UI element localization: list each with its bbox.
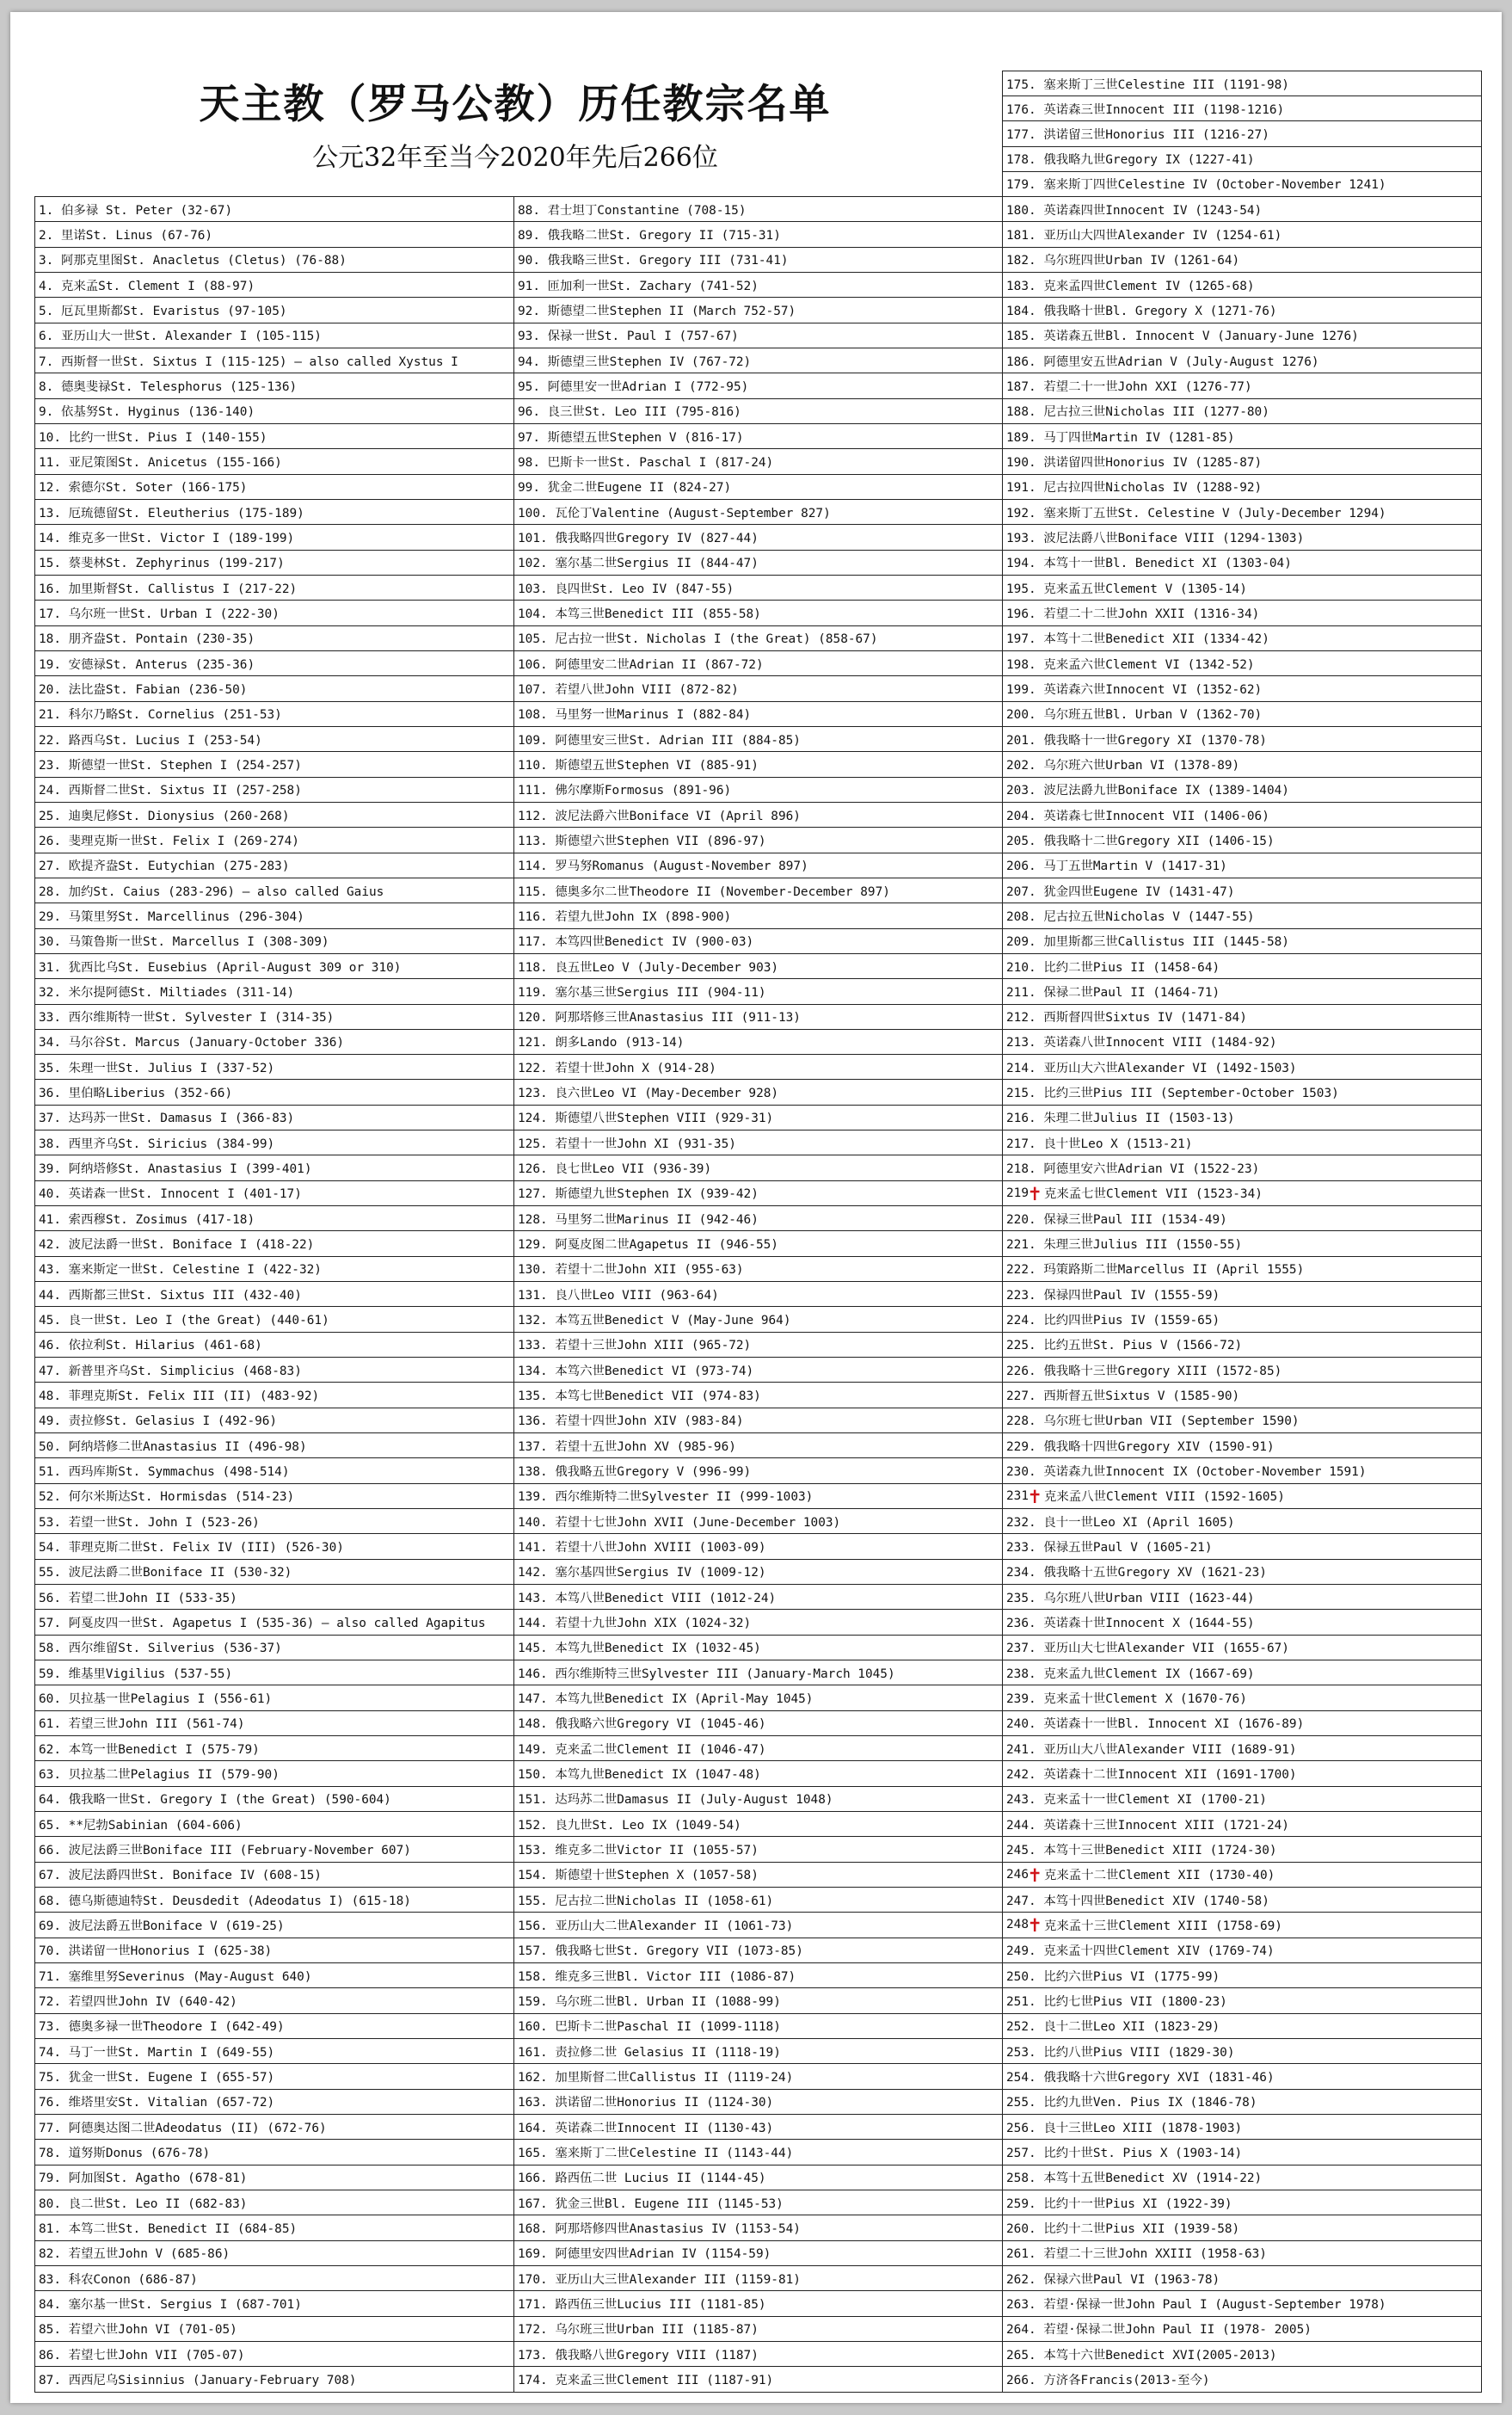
pope-entry: 99. 犹金二世Eugene II (824-27) (514, 475, 1002, 500)
pope-entry: 62. 本笃一世Benedict I (575-79) (35, 1736, 513, 1761)
pope-entry: 55. 波尼法爵二世Boniface II (530-32) (35, 1560, 513, 1585)
pope-entry: 49. 责拉修St. Gelasius I (492-96) (35, 1408, 513, 1433)
pope-entry: 107. 若望八世John VIII (872-82) (514, 676, 1002, 701)
pope-entry: 6. 亚历山大一世St. Alexander I (105-115) (35, 323, 513, 348)
pope-entry: 218. 阿德里安六世Adrian VI (1522-23) (1003, 1155, 1481, 1180)
pope-entry: 84. 塞尔基一世St. Sergius I (687-701) (35, 2291, 513, 2316)
pope-entry: 164. 英诺森二世Innocent II (1130-43) (514, 2115, 1002, 2140)
pope-entry: 260. 比约十二世Pius XII (1939-58) (1003, 2215, 1481, 2240)
pope-entry: 141. 若望十八世John XVIII (1003-09) (514, 1534, 1002, 1559)
pope-entry: 163. 洪诺留二世Honorius II (1124-30) (514, 2090, 1002, 2115)
red-cross-icon: ✝ (1029, 1913, 1042, 1938)
pope-entry: 207. 犹金四世Eugene IV (1431-47) (1003, 878, 1481, 903)
pope-entry: 111. 佛尔摩斯Formosus (891-96) (514, 778, 1002, 803)
pope-entry: 139. 西尔维斯特二世Sylvester II (999-1003) (514, 1484, 1002, 1509)
pope-entry: 243. 克来孟十一世Clement XI (1700-21) (1003, 1787, 1481, 1812)
pope-entry: 127. 斯德望九世Stephen IX (939-42) (514, 1181, 1002, 1206)
pope-entry: 3. 阿那克里图St. Anacletus (Cletus) (76-88) (35, 248, 513, 273)
pope-entry: 155. 尼古拉二世Nicholas II (1058-61) (514, 1888, 1002, 1913)
pope-entry: 19. 安德禄St. Anterus (235-36) (35, 651, 513, 676)
pope-entry: 258. 本笃十五世Benedict XV (1914-22) (1003, 2165, 1481, 2190)
pope-entry: 182. 乌尔班四世Urban IV (1261-64) (1003, 248, 1481, 273)
pope-entry: 232. 良十一世Leo XI (April 1605) (1003, 1509, 1481, 1534)
pope-entry: 223. 保禄四世Paul IV (1555-59) (1003, 1282, 1481, 1307)
pope-entry: 247. 本笃十四世Benedict XIV (1740-58) (1003, 1888, 1481, 1913)
pope-entry: 136. 若望十四世John XIV (983-84) (514, 1408, 1002, 1433)
pope-entry: 48. 菲理克斯St. Felix III (II) (483-92) (35, 1383, 513, 1408)
pope-entry: 205. 俄我略十二世Gregory XII (1406-15) (1003, 828, 1481, 853)
pope-entry: 259. 比约十一世Pius XI (1922-39) (1003, 2190, 1481, 2215)
document-title: 天主教（罗马公教）历任教宗名单 (199, 81, 832, 128)
pope-entry: 206. 马丁五世Martin V (1417-31) (1003, 853, 1481, 878)
entry-text: 克来孟七世Clement VII (1523-34) (1044, 1187, 1263, 1202)
pope-entry: 131. 良八世Leo VIII (963-64) (514, 1282, 1002, 1307)
title-block (34, 67, 996, 193)
pope-entry: 170. 亚历山大三世Alexander III (1159-81) (514, 2266, 1002, 2291)
pope-entry: 160. 巴斯卡二世Paschal II (1099-1118) (514, 2014, 1002, 2039)
red-cross-icon: ✝ (1029, 1483, 1042, 1508)
pope-entry: 93. 保禄一世St. Paul I (757-67) (514, 323, 1002, 348)
pope-list-table (34, 196, 1427, 2393)
pope-entry: 122. 若望十世John X (914-28) (514, 1055, 1002, 1080)
pope-entry: 265. 本笃十六世Benedict XVI(2005-2013) (1003, 2342, 1481, 2367)
pope-entry: 186. 阿德里安五世Adrian V (July-August 1276) (1003, 348, 1481, 373)
pope-entry: 204. 英诺森七世Innocent VII (1406-06) (1003, 803, 1481, 828)
pope-entry: 1. 伯多禄 St. Peter (32-67) (35, 197, 513, 222)
pope-entry: 195. 克来孟五世Clement V (1305-14) (1003, 576, 1481, 601)
pope-entry: 168. 阿那塔修四世Anastasius IV (1153-54) (514, 2215, 1002, 2240)
red-cross-icon: ✝ (1029, 1180, 1042, 1205)
pope-entry: 250. 比约六世Pius VI (1775-99) (1003, 1963, 1481, 1988)
entry-text: 克来孟十二世Clement XII (1730-40) (1044, 1869, 1275, 1883)
pope-entry: 224. 比约四世Pius IV (1559-65) (1003, 1307, 1481, 1332)
pope-entry: 209. 加里斯都三世Callistus III (1445-58) (1003, 929, 1481, 954)
pope-entry: 225. 比约五世St. Pius V (1566-72) (1003, 1333, 1481, 1358)
pope-entry: 150. 本笃九世Benedict IX (1047-48) (514, 1761, 1002, 1786)
entry-number: 219 (1006, 1186, 1029, 1200)
pope-entry: 24. 西斯督二世St. Sixtus II (257-258) (35, 778, 513, 803)
pope-entry: 42. 波尼法爵一世St. Boniface I (418-22) (35, 1231, 513, 1256)
pope-entry: 98. 巴斯卡一世St. Paschal I (817-24) (514, 449, 1002, 474)
pope-entry: 249. 克来孟十四世Clement XIV (1769-74) (1003, 1938, 1481, 1963)
pope-entry: 146. 西尔维斯特三世Sylvester III (January-March 1045) (514, 1660, 1002, 1685)
pope-entry: 53. 若望一世St. John I (523-26) (35, 1509, 513, 1534)
pope-entry: 31. 犹西比乌St. Eusebius (April-August 309 or 310) (35, 954, 513, 979)
pope-entry: 152. 良九世St. Leo IX (1049-54) (514, 1812, 1002, 1837)
pope-entry: 112. 波尼法爵六世Boniface VI (April 896) (514, 803, 1002, 828)
pope-entry: 254. 俄我略十六世Gregory XVI (1831-46) (1003, 2064, 1481, 2089)
pope-entry: 202. 乌尔班六世Urban VI (1378-89) (1003, 752, 1481, 777)
pope-entry: 196. 若望二十二世John XXII (1316-34) (1003, 601, 1481, 625)
pope-entry: 192. 塞来斯丁五世St. Celestine V (July-December 1294) (1003, 500, 1481, 525)
entry-text: 克来孟八世Clement VIII (1592-1605) (1044, 1490, 1285, 1505)
pope-entry: 101. 俄我略四世Gregory IV (827-44) (514, 525, 1002, 550)
pope-entry: 189. 马丁四世Martin IV (1281-85) (1003, 424, 1481, 449)
pope-entry: 87. 西西尼乌Sisinnius (January-February 708) (35, 2367, 513, 2392)
pope-entry: 238. 克来孟九世Clement IX (1667-69) (1003, 1660, 1481, 1685)
pope-entry: 191. 尼古拉四世Nicholas IV (1288-92) (1003, 475, 1481, 500)
pope-entry: 188. 尼古拉三世Nicholas III (1277-80) (1003, 399, 1481, 424)
pope-entry: 44. 西斯都三世St. Sixtus III (432-40) (35, 1282, 513, 1307)
pope-entry: 103. 良四世St. Leo IV (847-55) (514, 576, 1002, 601)
pope-entry: 181. 亚历山大四世Alexander IV (1254-61) (1003, 222, 1481, 247)
pope-entry: 130. 若望十二世John XII (955-63) (514, 1257, 1002, 1282)
pope-entry: 32. 米尔提阿德St. Miltiades (311-14) (35, 979, 513, 1004)
pope-entry: 83. 科农Conon (686-87) (35, 2266, 513, 2291)
pope-entry: 61. 若望三世John III (561-74) (35, 1711, 513, 1736)
pope-entry: 156. 亚历山大二世Alexander II (1061-73) (514, 1913, 1002, 1938)
pope-entry: 106. 阿德里安二世Adrian II (867-72) (514, 651, 1002, 676)
pope-entry: 60. 贝拉基一世Pelagius I (556-61) (35, 1685, 513, 1710)
pope-entry: 28. 加约St. Caius (283-296) — also called Gaius (35, 878, 513, 903)
pope-entry: 82. 若望五世John V (685-86) (35, 2241, 513, 2266)
pope-entry: 172. 乌尔班三世Urban III (1185-87) (514, 2317, 1002, 2342)
pope-entry: 229. 俄我略十四世Gregory XIV (1590-91) (1003, 1433, 1481, 1458)
document-subtitle: 公元32年至当今2020年先后266位 (312, 143, 718, 173)
pope-entry: 234. 俄我略十五世Gregory XV (1621-23) (1003, 1560, 1481, 1585)
pope-entry: 235. 乌尔班八世Urban VIII (1623-44) (1003, 1585, 1481, 1610)
pope-entry: 10. 比约一世St. Pius I (140-155) (35, 424, 513, 449)
pope-entry: 46. 依拉利St. Hilarius (461-68) (35, 1333, 513, 1358)
pope-entry: 154. 斯德望十世Stephen X (1057-58) (514, 1863, 1002, 1888)
pope-entry: 211. 保禄二世Paul II (1464-71) (1003, 979, 1481, 1004)
pope-entry: 80. 良二世St. Leo II (682-83) (35, 2190, 513, 2215)
pope-entry: 201. 俄我略十一世Gregory XI (1370-78) (1003, 727, 1481, 752)
pope-entry: 149. 克来孟二世Clement II (1046-47) (514, 1736, 1002, 1761)
pope-entry: 123. 良六世Leo VI (May-December 928) (514, 1080, 1002, 1105)
pope-entry: 79. 阿加图St. Agatho (678-81) (35, 2165, 513, 2190)
pope-entry: 33. 西尔维斯特一世St. Sylvester I (314-35) (35, 1005, 513, 1030)
pope-entry: 34. 马尔谷St. Marcus (January-October 336) (35, 1030, 513, 1055)
pope-entry: 125. 若望十一世John XI (931-35) (514, 1130, 1002, 1155)
pope-entry: 58. 西尔维留St. Silverius (536-37) (35, 1636, 513, 1660)
pope-entry: 81. 本笃二世St. Benedict II (684-85) (35, 2215, 513, 2240)
pope-entry: 77. 阿德奥达图二世Adeodatus (II) (672-76) (35, 2115, 513, 2140)
pope-entry: 216. 朱理二世Julius II (1503-13) (1003, 1106, 1481, 1130)
pope-entry: 95. 阿德里安一世Adrian I (772-95) (514, 373, 1002, 398)
pope-entry: 97. 斯德望五世Stephen V (816-17) (514, 424, 1002, 449)
pope-entry: 43. 塞来斯定一世St. Celestine I (422-32) (35, 1257, 513, 1282)
pope-entry: 212. 西斯督四世Sixtus IV (1471-84) (1003, 1005, 1481, 1030)
list-column (1003, 71, 1482, 197)
pope-entry: 120. 阿那塔修三世Anastasius III (911-13) (514, 1005, 1002, 1030)
pope-entry (1003, 1863, 1481, 1888)
pope-entry: 264. 若望·保禄二世John Paul II (1978- 2005) (1003, 2317, 1481, 2342)
pope-entry: 266. 方济各Francis(2013-至今) (1003, 2367, 1481, 2392)
pope-entry: 162. 加里斯督二世Callistus II (1119-24) (514, 2064, 1002, 2089)
pope-entry: 215. 比约三世Pius III (September-October 1503) (1003, 1080, 1481, 1105)
pope-entry: 67. 波尼法爵四世St. Boniface IV (608-15) (35, 1863, 513, 1888)
pope-entry: 41. 索西穆St. Zosimus (417-18) (35, 1206, 513, 1231)
pope-entry: 113. 斯德望六世Stephen VII (896-97) (514, 828, 1002, 853)
pope-entry: 171. 路西伍三世Lucius III (1181-85) (514, 2291, 1002, 2316)
pope-entry: 114. 罗马努Romanus (August-November 897) (514, 853, 1002, 878)
pope-entry: 233. 保禄五世Paul V (1605-21) (1003, 1534, 1481, 1559)
pope-entry: 198. 克来孟六世Clement VI (1342-52) (1003, 651, 1481, 676)
pope-entry: 51. 西玛库斯St. Symmachus (498-514) (35, 1458, 513, 1483)
entry-text: 克来孟十三世Clement XIII (1758-69) (1044, 1919, 1282, 1933)
pope-entry: 91. 匝加利一世St. Zachary (741-52) (514, 273, 1002, 298)
pope-entry: 245. 本笃十三世Benedict XIII (1724-30) (1003, 1837, 1481, 1862)
pope-entry: 18. 朋齐盎St. Pontain (230-35) (35, 626, 513, 651)
pope-entry: 178. 俄我略九世Gregory IX (1227-41) (1003, 147, 1481, 172)
pope-entry: 241. 亚历山大八世Alexander VIII (1689-91) (1003, 1736, 1481, 1761)
pope-entry: 256. 良十三世Leo XIII (1878-1903) (1003, 2115, 1481, 2140)
pope-entry: 104. 本笃三世Benedict III (855-58) (514, 601, 1002, 625)
pope-entry: 236. 英诺森十世Innocent X (1644-55) (1003, 1610, 1481, 1635)
pope-entry: 64. 俄我略一世St. Gregory I (the Great) (590-604) (35, 1787, 513, 1812)
pope-entry: 54. 菲理克斯二世St. Felix IV (III) (526-30) (35, 1534, 513, 1559)
pope-entry: 13. 厄琉德留St. Eleutherius (175-189) (35, 500, 513, 525)
pope-entry: 5. 厄瓦里斯都St. Evaristus (97-105) (35, 298, 513, 323)
pope-entry: 261. 若望二十三世John XXIII (1958-63) (1003, 2241, 1481, 2266)
pope-entry: 137. 若望十五世John XV (985-96) (514, 1433, 1002, 1458)
pope-entry: 89. 俄我略二世St. Gregory II (715-31) (514, 222, 1002, 247)
pope-entry: 167. 犹金三世Bl. Eugene III (1145-53) (514, 2190, 1002, 2215)
pope-entry: 59. 维基里Vigilius (537-55) (35, 1660, 513, 1685)
pope-entry: 174. 克来孟三世Clement III (1187-91) (514, 2367, 1002, 2392)
pope-entry: 226. 俄我略十三世Gregory XIII (1572-85) (1003, 1358, 1481, 1383)
pope-entry: 230. 英诺森九世Innocent IX (October-November 1591) (1003, 1458, 1481, 1483)
pope-entry: 158. 维克多三世Bl. Victor III (1086-87) (514, 1963, 1002, 1988)
pope-entry: 242. 英诺森十二世Innocent XII (1691-1700) (1003, 1761, 1481, 1786)
pope-entry: 190. 洪诺留四世Honorius IV (1285-87) (1003, 449, 1481, 474)
pope-entry: 56. 若望二世John II (533-35) (35, 1585, 513, 1610)
pope-entry: 214. 亚历山大六世Alexander VI (1492-1503) (1003, 1055, 1481, 1080)
pope-entry: 52. 何尔米斯达St. Hormisdas (514-23) (35, 1484, 513, 1509)
pope-entry: 75. 犹金一世St. Eugene I (655-57) (35, 2064, 513, 2089)
pope-entry: 173. 俄我略八世Gregory VIII (1187) (514, 2342, 1002, 2367)
pope-entry: 187. 若望二十一世John XXI (1276-77) (1003, 373, 1481, 398)
pope-entry: 169. 阿德里安四世Adrian IV (1154-59) (514, 2241, 1002, 2266)
pope-entry (1003, 1913, 1481, 1938)
pope-entry: 161. 责拉修二世 Gelasius II (1118-19) (514, 2039, 1002, 2064)
pope-entry: 128. 马里努二世Marinus II (942-46) (514, 1206, 1002, 1231)
pope-entry: 29. 马策里努St. Marcellinus (296-304) (35, 903, 513, 928)
pope-entry: 66. 波尼法爵三世Boniface III (February-November 607) (35, 1837, 513, 1862)
pope-entry: 70. 洪诺留一世Honorius I (625-38) (35, 1938, 513, 1963)
pope-entry: 57. 阿戛皮四一世St. Agapetus I (535-36) — also called Agapitus (35, 1610, 513, 1635)
pope-entry: 185. 英诺森五世Bl. Innocent V (January-June 1276) (1003, 323, 1481, 348)
pope-entry: 65. **尼勃Sabinian (604-606) (35, 1812, 513, 1837)
pope-entry: 15. 蔡斐林St. Zephyrinus (199-217) (35, 551, 513, 576)
pope-entry: 16. 加里斯督St. Callistus I (217-22) (35, 576, 513, 601)
entry-number: 231 (1006, 1488, 1029, 1503)
pope-entry: 180. 英诺森四世Innocent IV (1243-54) (1003, 197, 1481, 222)
pope-entry: 76. 维塔里安St. Vitalian (657-72) (35, 2090, 513, 2115)
pope-entry: 132. 本笃五世Benedict V (May-June 964) (514, 1307, 1002, 1332)
pope-entry: 12. 索德尔St. Soter (166-175) (35, 475, 513, 500)
pope-entry: 227. 西斯督五世Sixtus V (1585-90) (1003, 1383, 1481, 1408)
pope-entry: 145. 本笃九世Benedict IX (1032-45) (514, 1636, 1002, 1660)
pope-entry: 69. 波尼法爵五世Boniface V (619-25) (35, 1913, 513, 1938)
list-column-1 (35, 197, 514, 2393)
pope-entry: 23. 斯德望一世St. Stephen I (254-257) (35, 752, 513, 777)
pope-entry: 159. 乌尔班二世Bl. Urban II (1088-99) (514, 1988, 1002, 2013)
document-page (10, 12, 1502, 2403)
pope-entry: 183. 克来孟四世Clement IV (1265-68) (1003, 273, 1481, 298)
pope-entry: 143. 本笃八世Benedict VIII (1012-24) (514, 1585, 1002, 1610)
pope-entry: 116. 若望九世John IX (898-900) (514, 903, 1002, 928)
pope-entry: 124. 斯德望八世Stephen VIII (929-31) (514, 1106, 1002, 1130)
pope-entry: 217. 良十世Leo X (1513-21) (1003, 1130, 1481, 1155)
pope-entry: 85. 若望六世John VI (701-05) (35, 2317, 513, 2342)
pope-entry: 72. 若望四世John IV (640-42) (35, 1988, 513, 2013)
pope-entry: 147. 本笃九世Benedict IX (April-May 1045) (514, 1685, 1002, 1710)
pope-entry: 240. 英诺森十一世Bl. Innocent XI (1676-89) (1003, 1711, 1481, 1736)
pope-entry: 119. 塞尔基三世Sergius III (904-11) (514, 979, 1002, 1004)
pope-entry: 90. 俄我略三世St. Gregory III (731-41) (514, 248, 1002, 273)
pope-entry: 179. 塞来斯丁四世Celestine IV (October-November 1241) (1003, 172, 1481, 197)
red-cross-icon: ✝ (1029, 1862, 1042, 1887)
pope-entry: 237. 亚历山大七世Alexander VII (1655-67) (1003, 1636, 1481, 1660)
pope-entry: 71. 塞维里努Severinus (May-August 640) (35, 1963, 513, 1988)
pope-entry: 2. 里诺St. Linus (67-76) (35, 222, 513, 247)
pope-entry: 39. 阿纳塔修St. Anastasius I (399-401) (35, 1155, 513, 1180)
pope-entry: 228. 乌尔班七世Urban VII (September 1590) (1003, 1408, 1481, 1433)
pope-entry: 9. 依基努St. Hyginus (136-140) (35, 399, 513, 424)
pope-entry: 263. 若望·保禄一世John Paul I (August-September 1978) (1003, 2291, 1481, 2316)
pope-entry: 63. 贝拉基二世Pelagius II (579-90) (35, 1761, 513, 1786)
pope-entry: 135. 本笃七世Benedict VII (974-83) (514, 1383, 1002, 1408)
pope-entry: 36. 里伯略Liberius (352-66) (35, 1080, 513, 1105)
pope-entry: 176. 英诺森三世Innocent III (1198-1216) (1003, 96, 1481, 121)
pope-entry: 142. 塞尔基四世Sergius IV (1009-12) (514, 1560, 1002, 1585)
pope-entry: 220. 保禄三世Paul III (1534-49) (1003, 1206, 1481, 1231)
pope-entry: 255. 比约九世Ven. Pius IX (1846-78) (1003, 2090, 1481, 2115)
pope-entry: 166. 路西伍二世 Lucius II (1144-45) (514, 2165, 1002, 2190)
pope-entry: 86. 若望七世John VII (705-07) (35, 2342, 513, 2367)
pope-entry: 109. 阿德里安三世St. Adrian III (884-85) (514, 727, 1002, 752)
pope-entry: 108. 马里努一世Marinus I (882-84) (514, 702, 1002, 727)
pope-entry: 200. 乌尔班五世Bl. Urban V (1362-70) (1003, 702, 1481, 727)
pope-entry: 68. 德乌斯德迪特St. Deusdedit (Adeodatus I) (615-18) (35, 1888, 513, 1913)
list-column-2 (514, 197, 1003, 2393)
pope-entry (1003, 1484, 1481, 1509)
pope-entry: 121. 朗多Lando (913-14) (514, 1030, 1002, 1055)
list-column-3-top (1002, 71, 1482, 197)
pope-entry: 14. 维克多一世St. Victor I (189-199) (35, 525, 513, 550)
pope-entry: 110. 斯德望五世Stephen VI (885-91) (514, 752, 1002, 777)
pope-entry: 244. 英诺森十三世Innocent XIII (1721-24) (1003, 1812, 1481, 1837)
pope-entry: 25. 迪奥尼修St. Dionysius (260-268) (35, 803, 513, 828)
pope-entry: 257. 比约十世St. Pius X (1903-14) (1003, 2140, 1481, 2165)
pope-entry: 138. 俄我略五世Gregory V (996-99) (514, 1458, 1002, 1483)
pope-entry: 252. 良十二世Leo XII (1823-29) (1003, 2014, 1481, 2039)
pope-entry: 148. 俄我略六世Gregory VI (1045-46) (514, 1711, 1002, 1736)
pope-entry: 8. 德奥斐禄St. Telesphorus (125-136) (35, 373, 513, 398)
pope-entry: 92. 斯德望二世Stephen II (March 752-57) (514, 298, 1002, 323)
pope-entry: 50. 阿纳塔修二世Anastasius II (496-98) (35, 1433, 513, 1458)
pope-entry: 126. 良七世Leo VII (936-39) (514, 1155, 1002, 1180)
pope-entry: 21. 科尔乃略St. Cornelius (251-53) (35, 702, 513, 727)
pope-entry: 78. 道努斯Donus (676-78) (35, 2140, 513, 2165)
pope-entry: 47. 新普里齐乌St. Simplicius (468-83) (35, 1358, 513, 1383)
pope-entry: 45. 良一世St. Leo I (the Great) (440-61) (35, 1307, 513, 1332)
pope-entry: 94. 斯德望三世Stephen IV (767-72) (514, 348, 1002, 373)
pope-entry: 165. 塞来斯丁二世Celestine II (1143-44) (514, 2140, 1002, 2165)
pope-entry: 22. 路西乌St. Lucius I (253-54) (35, 727, 513, 752)
pope-entry: 177. 洪诺留三世Honorius III (1216-27) (1003, 121, 1481, 146)
pope-entry: 134. 本笃六世Benedict VI (973-74) (514, 1358, 1002, 1383)
pope-entry: 210. 比约二世Pius II (1458-64) (1003, 954, 1481, 979)
pope-entry: 239. 克来孟十世Clement X (1670-76) (1003, 1685, 1481, 1710)
pope-entry: 37. 达玛苏一世St. Damasus I (366-83) (35, 1106, 513, 1130)
pope-entry: 208. 尼古拉五世Nicholas V (1447-55) (1003, 903, 1481, 928)
pope-entry (1003, 1181, 1481, 1206)
pope-entry: 213. 英诺森八世Innocent VIII (1484-92) (1003, 1030, 1481, 1055)
pope-entry: 73. 德奥多禄一世Theodore I (642-49) (35, 2014, 513, 2039)
list-column-3 (1003, 197, 1482, 2393)
pope-entry: 157. 俄我略七世St. Gregory VII (1073-85) (514, 1938, 1002, 1963)
pope-entry: 197. 本笃十二世Benedict XII (1334-42) (1003, 626, 1481, 651)
entry-number: 246 (1006, 1867, 1029, 1882)
pope-entry: 175. 塞来斯丁三世Celestine III (1191-98) (1003, 71, 1481, 96)
pope-entry: 4. 克来孟St. Clement I (88-97) (35, 273, 513, 298)
pope-entry: 102. 塞尔基二世Sergius II (844-47) (514, 551, 1002, 576)
pope-entry: 251. 比约七世Pius VII (1800-23) (1003, 1988, 1481, 2013)
pope-entry: 221. 朱理三世Julius III (1550-55) (1003, 1231, 1481, 1256)
pope-entry: 117. 本笃四世Benedict IV (900-03) (514, 929, 1002, 954)
pope-entry: 30. 马策鲁斯一世St. Marcellus I (308-309) (35, 929, 513, 954)
pope-entry: 115. 德奥多尔二世Theodore II (November-December 897) (514, 878, 1002, 903)
pope-entry: 203. 波尼法爵九世Boniface IX (1389-1404) (1003, 778, 1481, 803)
pope-entry: 35. 朱理一世St. Julius I (337-52) (35, 1055, 513, 1080)
pope-entry: 133. 若望十三世John XIII (965-72) (514, 1333, 1002, 1358)
pope-entry: 26. 斐理克斯一世St. Felix I (269-274) (35, 828, 513, 853)
pope-entry: 129. 阿戛皮图二世Agapetus II (946-55) (514, 1231, 1002, 1256)
pope-entry: 118. 良五世Leo V (July-December 903) (514, 954, 1002, 979)
pope-entry: 262. 保禄六世Paul VI (1963-78) (1003, 2266, 1481, 2291)
pope-entry: 253. 比约八世Pius VIII (1829-30) (1003, 2039, 1481, 2064)
pope-entry: 88. 君士坦丁Constantine (708-15) (514, 197, 1002, 222)
pope-entry: 11. 亚尼策图St. Anicetus (155-166) (35, 449, 513, 474)
pope-entry: 20. 法比盎St. Fabian (236-50) (35, 676, 513, 701)
pope-entry: 144. 若望十九世John XIX (1024-32) (514, 1610, 1002, 1635)
pope-entry: 17. 乌尔班一世St. Urban I (222-30) (35, 601, 513, 625)
entry-number: 248 (1006, 1918, 1029, 1932)
pope-entry: 96. 良三世St. Leo III (795-816) (514, 399, 1002, 424)
pope-entry: 151. 达玛苏二世Damasus II (July-August 1048) (514, 1787, 1002, 1812)
pope-entry: 74. 马丁一世St. Martin I (649-55) (35, 2039, 513, 2064)
pope-entry: 194. 本笃十一世Bl. Benedict XI (1303-04) (1003, 551, 1481, 576)
pope-entry: 27. 欧提齐盎St. Eutychian (275-283) (35, 853, 513, 878)
pope-entry: 38. 西里齐乌St. Siricius (384-99) (35, 1130, 513, 1155)
pope-entry: 100. 瓦伦丁Valentine (August-September 827) (514, 500, 1002, 525)
pope-entry: 153. 维克多二世Victor II (1055-57) (514, 1837, 1002, 1862)
pope-entry: 40. 英诺森一世St. Innocent I (401-17) (35, 1181, 513, 1206)
pope-entry: 199. 英诺森六世Innocent VI (1352-62) (1003, 676, 1481, 701)
pope-entry: 193. 波尼法爵八世Boniface VIII (1294-1303) (1003, 525, 1481, 550)
pope-entry: 222. 玛策路斯二世Marcellus II (April 1555) (1003, 1257, 1481, 1282)
pope-entry: 105. 尼古拉一世St. Nicholas I (the Great) (858-67) (514, 626, 1002, 651)
pope-entry: 140. 若望十七世John XVII (June-December 1003) (514, 1509, 1002, 1534)
pope-entry: 184. 俄我略十世Bl. Gregory X (1271-76) (1003, 298, 1481, 323)
pope-entry: 7. 西斯督一世St. Sixtus I (115-125) — also called Xystus I (35, 348, 513, 373)
